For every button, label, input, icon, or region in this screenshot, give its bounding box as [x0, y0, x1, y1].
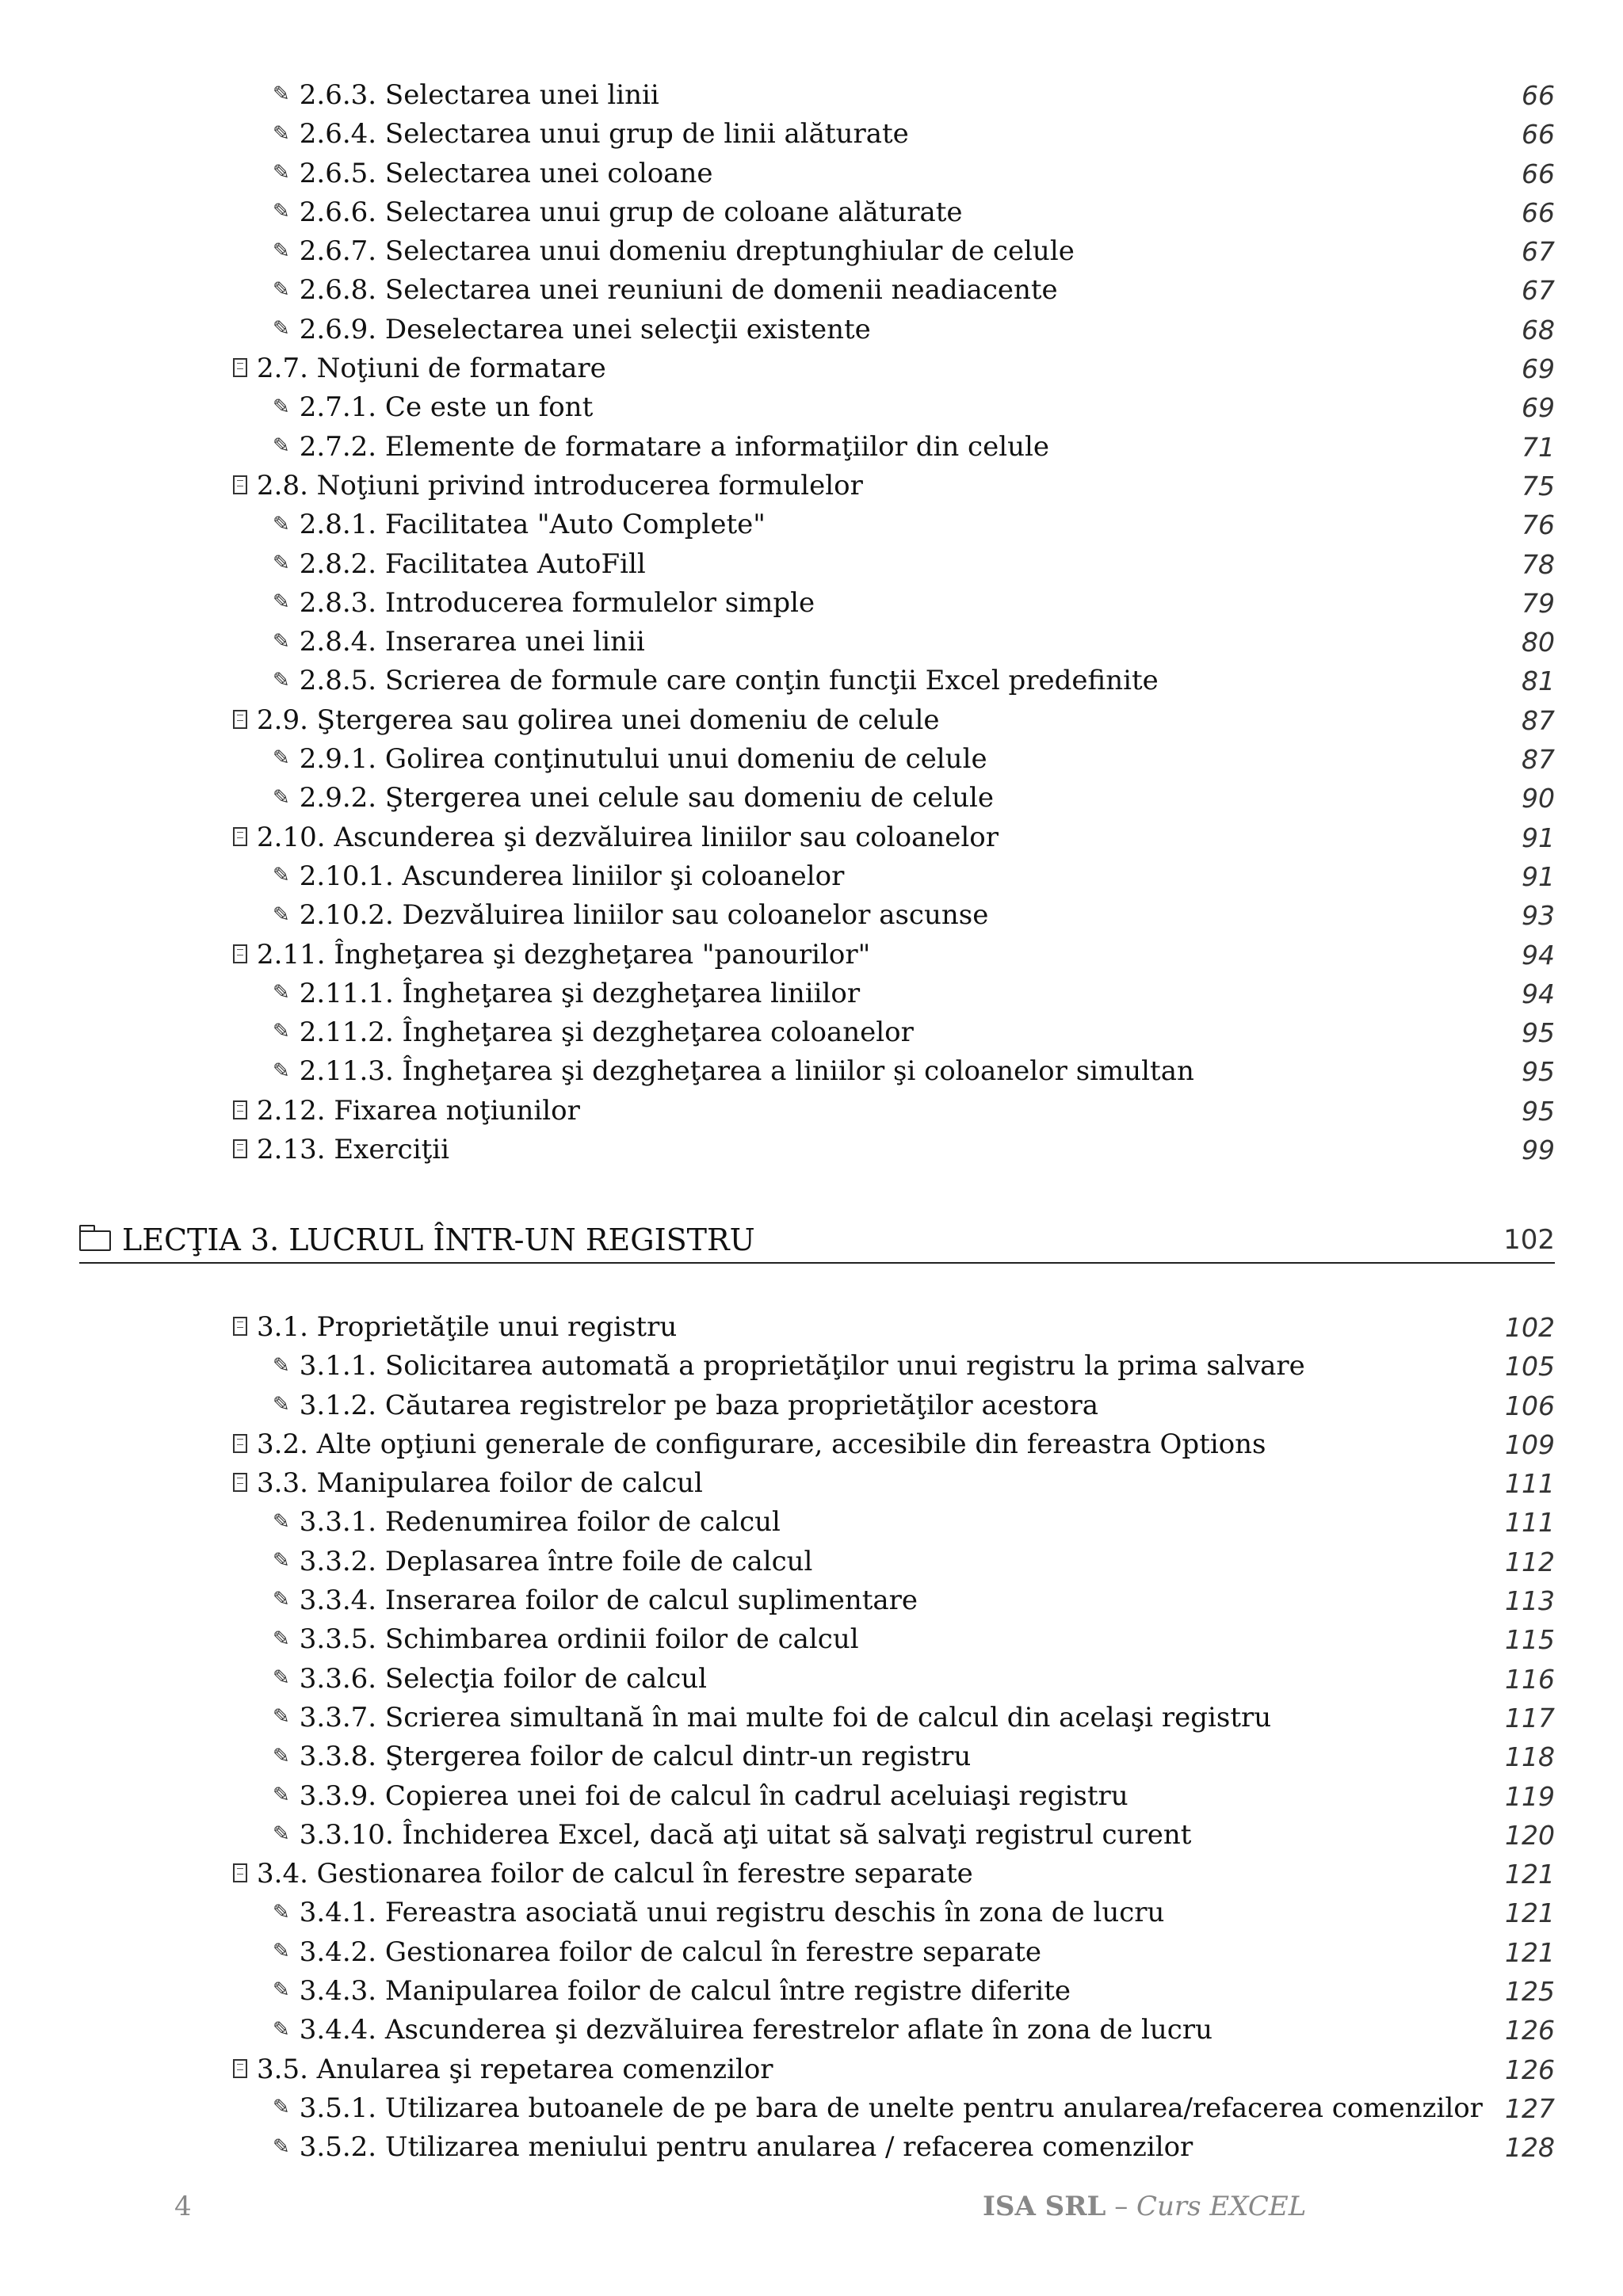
- pencil-icon: ✎: [273, 1900, 290, 1924]
- toc-entry-title: 3.4.3. Manipularea foilor de calcul între registre diferite: [299, 1975, 1071, 2008]
- pencil-icon: ✎: [273, 629, 290, 654]
- toc-entry-page-number: 66: [1522, 158, 1555, 189]
- toc-entry-title: 2.13. Exerciţii: [257, 1134, 450, 1166]
- toc-subsection-entry[interactable]: [0, 545, 1623, 584]
- toc-entry-page-number: 91: [1522, 822, 1555, 853]
- document-icon: [233, 475, 247, 494]
- toc-subsection-entry[interactable]: [0, 584, 1623, 623]
- toc-entry-page-number: 126: [1505, 2015, 1555, 2046]
- footer-course: Curs EXCEL: [1136, 2191, 1307, 2222]
- toc-subsection-entry[interactable]: [0, 1816, 1623, 1855]
- toc-entry-title: 3.5.1. Utilizarea butoanele de pe bara de unelte pentru anularea/refacerea comenzilor: [299, 2092, 1483, 2124]
- toc-subsection-entry[interactable]: [0, 1737, 1623, 1776]
- toc-entry-page-number: 94: [1522, 939, 1555, 971]
- toc-subsection-entry[interactable]: [0, 76, 1623, 115]
- pencil-icon: ✎: [273, 2134, 290, 2159]
- toc-section-entry[interactable]: [0, 1855, 1623, 1894]
- toc-entry-title-wrap: [233, 349, 606, 388]
- toc-entry-page-number: 71: [1522, 431, 1555, 463]
- pencil-icon: ✎: [273, 512, 290, 536]
- toc-entry-title-wrap: [273, 1543, 812, 1581]
- toc-subsection-entry[interactable]: [0, 1777, 1623, 1816]
- toc-entry-title-wrap: [273, 1347, 1305, 1386]
- toc-entry-page-number: 106: [1505, 1390, 1555, 1421]
- toc-entry-page-number: 127: [1505, 2092, 1555, 2124]
- toc-entry-title: 3.3.8. Ştergerea foilor de calcul dintr-un registru: [299, 1741, 972, 1773]
- toc-entry-page-number: 111: [1505, 1507, 1555, 1539]
- toc-entry-page-number: 115: [1505, 1624, 1555, 1656]
- toc-entry-page-number: 79: [1522, 587, 1555, 619]
- toc-entry-page-number: 75: [1522, 470, 1555, 502]
- toc-entry-title: 2.8.2. Facilitatea AutoFill: [299, 547, 646, 580]
- toc-entry-page-number: 78: [1522, 548, 1555, 580]
- toc-entry-page-number: 99: [1522, 1135, 1555, 1166]
- footer-separator: –: [1106, 2191, 1137, 2222]
- toc-entry-title-wrap: [273, 1737, 971, 1776]
- toc-section-entry[interactable]: [0, 349, 1623, 388]
- toc-subsection-entry[interactable]: [0, 2128, 1623, 2167]
- toc-entry-page-number: 120: [1505, 1819, 1555, 1851]
- toc-entry-title-wrap: [273, 232, 1075, 271]
- toc-section-entry[interactable]: [0, 1131, 1623, 1169]
- pencil-icon: ✎: [273, 1978, 290, 2003]
- toc-subsection-entry[interactable]: [0, 1503, 1623, 1542]
- toc-entry-page-number: 87: [1522, 744, 1555, 776]
- toc-entry-page-number: 66: [1522, 119, 1555, 151]
- toc-entry-title-wrap: [273, 271, 1058, 310]
- toc-entry-title-wrap: [273, 115, 909, 154]
- toc-entry-title: 2.11.1. Îngheţarea şi dezgheţarea liniilor: [299, 977, 861, 1009]
- chapter-heading: [79, 1218, 1555, 1264]
- toc-subsection-entry[interactable]: [0, 193, 1623, 232]
- toc-entry-title-wrap: [233, 1425, 1266, 1464]
- toc-entry-page-number: 121: [1505, 1897, 1555, 1929]
- pencil-icon: ✎: [273, 1705, 290, 1730]
- toc-entry-title-wrap: [273, 857, 844, 896]
- document-icon: [233, 944, 247, 963]
- toc-entry-title: 3.5. Anularea şi repetarea comenzilor: [257, 2053, 773, 2085]
- toc-entry-page-number: 95: [1522, 1095, 1555, 1127]
- toc-subsection-entry[interactable]: [0, 505, 1623, 544]
- toc-entry-title-wrap: [273, 2089, 1483, 2128]
- pencil-icon: ✎: [273, 1822, 290, 1847]
- pencil-icon: ✎: [273, 785, 290, 810]
- toc-entry-title: 3.2. Alte opţiuni generale de configurare, accesibile din fereastra Options: [257, 1428, 1266, 1460]
- pencil-icon: ✎: [273, 1666, 290, 1691]
- toc-entry-title-wrap: [233, 1464, 703, 1503]
- toc-subsection-entry[interactable]: [0, 1013, 1623, 1052]
- toc-entry-title: 2.9.2. Ştergerea unei celule sau domeniu de celule: [299, 782, 995, 814]
- toc-entry-page-number: 121: [1505, 1859, 1555, 1890]
- toc-entry-title: 2.7.2. Elemente de formatare a informaţiilor din celule: [299, 430, 1049, 463]
- toc-entry-title: 2.8.4. Inserarea unei linii: [299, 626, 645, 658]
- pencil-icon: ✎: [273, 668, 290, 692]
- document-icon: [233, 1434, 247, 1453]
- document-icon: [233, 1317, 247, 1336]
- toc-entry-title-wrap: [273, 193, 963, 232]
- toc-entry-page-number: 112: [1505, 1546, 1555, 1577]
- toc-entry-title: 2.6.5. Selectarea unei coloane: [299, 157, 713, 189]
- toc-entry-page-number: 119: [1505, 1780, 1555, 1812]
- toc-entry-title-wrap: [233, 936, 870, 974]
- toc-entry-title: 3.4.2. Gestionarea foilor de calcul în ferestre separate: [299, 1936, 1041, 1968]
- toc-entry-title: 3.3.9. Copierea unei foi de calcul în cadrul aceluiaşi registru: [299, 1779, 1128, 1812]
- pencil-icon: ✎: [273, 746, 290, 771]
- toc-entry-page-number: 125: [1505, 1976, 1555, 2008]
- document-icon: [233, 1863, 247, 1882]
- toc-subsection-entry[interactable]: [0, 662, 1623, 700]
- pencil-icon: ✎: [273, 160, 290, 185]
- toc-entry-title-wrap: [273, 505, 766, 544]
- toc-entry-page-number: 102: [1505, 1312, 1555, 1343]
- toc-entry-title: 3.3. Manipularea foilor de calcul: [257, 1467, 703, 1500]
- toc-entry-title: 2.10.1. Ascunderea liniilor şi coloanelor: [299, 860, 845, 892]
- toc-entry-page-number: 117: [1505, 1702, 1555, 1733]
- toc-subsection-entry[interactable]: [0, 1660, 1623, 1699]
- toc-entry-title: 3.3.2. Deplasarea între foile de calcul: [299, 1545, 813, 1577]
- folder-icon: [79, 1230, 111, 1251]
- toc-entry-title-wrap: [273, 584, 815, 623]
- pencil-icon: ✎: [273, 1783, 290, 1807]
- toc-entry-title: 2.6.6. Selectarea unui grup de coloane alăturate: [299, 196, 963, 228]
- pencil-icon: ✎: [273, 1392, 290, 1417]
- toc-entry-page-number: 81: [1522, 666, 1555, 697]
- toc-subsection-entry[interactable]: [0, 896, 1623, 935]
- toc-section-entry[interactable]: [0, 1464, 1623, 1503]
- toc-entry-page-number: 90: [1522, 783, 1555, 814]
- toc-entry-title-wrap: [273, 1386, 1098, 1425]
- toc-subsection-entry[interactable]: [0, 1699, 1623, 1737]
- pencil-icon: ✎: [273, 981, 290, 1005]
- toc-entry-title: 2.7. Noţiuni de formatare: [257, 353, 606, 385]
- toc-entry-title-wrap: [273, 1933, 1041, 1972]
- document-icon: [233, 827, 247, 846]
- toc-entry-title-wrap: [273, 1620, 859, 1659]
- toc-entry-title: 2.11.3. Îngheţarea şi dezgheţarea a liniilor şi coloanelor simultan: [299, 1055, 1194, 1088]
- toc-entry-title: 2.9.1. Golirea conţinutului unui domeniu de celule: [299, 743, 987, 776]
- toc-entry-title-wrap: [273, 740, 987, 779]
- toc-entry-page-number: 69: [1522, 353, 1555, 385]
- pencil-icon: ✎: [273, 1744, 290, 1768]
- toc-entry-title-wrap: [233, 701, 940, 740]
- toc-entry-page-number: 69: [1522, 392, 1555, 424]
- toc-subsection-entry[interactable]: [0, 779, 1623, 818]
- pencil-icon: ✎: [273, 82, 290, 107]
- pencil-icon: ✎: [273, 1353, 290, 1378]
- chapter-title: LECŢIA 3. LUCRUL ÎNTR-UN REGISTRU: [122, 1222, 755, 1257]
- toc-entry-title: 2.9. Ştergerea sau golirea unei domeniu de celule: [257, 704, 940, 736]
- pencil-icon: ✎: [273, 1549, 290, 1573]
- toc-entry-title: 3.5.2. Utilizarea meniului pentru anularea / refacerea comenzilor: [299, 2131, 1193, 2164]
- pencil-icon: ✎: [273, 395, 290, 419]
- toc-entry-title-wrap: [273, 1013, 914, 1052]
- toc-subsection-entry[interactable]: [0, 740, 1623, 779]
- footer-page-number: 4: [174, 2191, 192, 2222]
- toc-entry-title-wrap: [273, 1699, 1271, 1737]
- toc-section-entry[interactable]: [0, 467, 1623, 505]
- toc-subsection-entry[interactable]: [0, 1972, 1623, 2011]
- toc-entry-title-wrap: [233, 818, 999, 857]
- toc-entry-title: 2.8.3. Introducerea formulelor simple: [299, 586, 815, 619]
- pencil-icon: ✎: [273, 590, 290, 615]
- toc-subsection-entry[interactable]: [0, 1386, 1623, 1425]
- toc-subsection-entry[interactable]: [0, 428, 1623, 467]
- pencil-icon: ✎: [273, 200, 290, 224]
- pencil-icon: ✎: [273, 551, 290, 575]
- toc-entry-title-wrap: [273, 2011, 1212, 2050]
- pencil-icon: ✎: [273, 1939, 290, 1964]
- toc-entry-title-wrap: [273, 1503, 781, 1542]
- pencil-icon: ✎: [273, 317, 290, 341]
- toc-entry-title: 2.12. Fixarea noţiunilor: [257, 1094, 580, 1127]
- toc-entry-page-number: 66: [1522, 80, 1555, 111]
- toc-entry-page-number: 91: [1522, 860, 1555, 892]
- document-icon: [233, 1473, 247, 1492]
- toc-entry-page-number: 113: [1505, 1585, 1555, 1617]
- toc-entry-title-wrap: [273, 388, 593, 427]
- toc-subsection-entry[interactable]: [0, 1620, 1623, 1659]
- toc-entry-page-number: 121: [1505, 1936, 1555, 1968]
- toc-entry-title: 3.4.1. Fereastra asociată unui registru deschis în zona de lucru: [299, 1897, 1165, 1929]
- toc-entry-page-number: 105: [1505, 1351, 1555, 1383]
- pencil-icon: ✎: [273, 2017, 290, 2042]
- toc-entry-title-wrap: [233, 467, 863, 505]
- document-icon: [233, 1100, 247, 1119]
- toc-section-entry[interactable]: [0, 936, 1623, 974]
- pencil-icon: ✎: [273, 864, 290, 888]
- toc-entry-title: 3.3.1. Redenumirea foilor de calcul: [299, 1506, 781, 1539]
- toc-section-entry[interactable]: [0, 1092, 1623, 1131]
- toc-entry-title: 3.3.6. Selecţia foilor de calcul: [299, 1662, 708, 1695]
- toc-entry-title-wrap: [273, 2128, 1193, 2167]
- toc-entry-page-number: 94: [1522, 978, 1555, 1009]
- toc-entry-title: 3.4. Gestionarea foilor de calcul în ferestre separate: [257, 1858, 973, 1890]
- toc-subsection-entry[interactable]: [0, 974, 1623, 1013]
- toc-entry-title: 2.7.1. Ce este un font: [299, 391, 594, 424]
- toc-subsection-entry[interactable]: [0, 623, 1623, 662]
- toc-entry-title: 2.10.2. Dezvăluirea liniilor sau coloanelor ascunse: [299, 899, 989, 932]
- toc-section-entry[interactable]: [0, 1425, 1623, 1464]
- toc-entry-page-number: 126: [1505, 2054, 1555, 2085]
- document-icon: [233, 358, 247, 377]
- toc-entry-title: 2.8.1. Facilitatea "Auto Complete": [299, 509, 766, 541]
- toc-entry-page-number: 128: [1505, 2132, 1555, 2164]
- toc-entry-title: 3.3.5. Schimbarea ordinii foilor de calcul: [299, 1623, 859, 1656]
- pencil-icon: ✎: [273, 1588, 290, 1612]
- toc-list-part1: [0, 76, 1623, 1169]
- toc-entry-title-wrap: [233, 1131, 449, 1169]
- toc-entry-title-wrap: [273, 428, 1049, 467]
- toc-section-entry[interactable]: [0, 1308, 1623, 1347]
- toc-entry-page-number: 67: [1522, 275, 1555, 307]
- toc-section-entry[interactable]: [0, 818, 1623, 857]
- toc-entry-title-wrap: [273, 76, 659, 115]
- toc-entry-page-number: 95: [1522, 1017, 1555, 1049]
- toc-entry-title-wrap: [233, 1855, 973, 1894]
- page-footer: [0, 2191, 1623, 2230]
- toc-subsection-entry[interactable]: [0, 857, 1623, 896]
- toc-subsection-entry[interactable]: [0, 1933, 1623, 1972]
- footer-company: ISA SRL: [983, 2191, 1106, 2222]
- toc-entry-page-number: 116: [1505, 1663, 1555, 1695]
- toc-entry-title-wrap: [273, 662, 1159, 700]
- toc-list-part2: [0, 1308, 1623, 2168]
- toc-subsection-entry[interactable]: [0, 2011, 1623, 2050]
- toc-entry-title: 3.3.7. Scrierea simultană în mai multe foi de calcul din acelaşi registru: [299, 1701, 1272, 1733]
- toc-subsection-entry[interactable]: [0, 1543, 1623, 1581]
- toc-entry-page-number: 111: [1505, 1468, 1555, 1500]
- pencil-icon: ✎: [273, 1058, 290, 1083]
- pencil-icon: ✎: [273, 1627, 290, 1651]
- toc-entry-title-wrap: [273, 1660, 707, 1699]
- toc-section-entry[interactable]: [0, 701, 1623, 740]
- toc-entry-title: 3.3.4. Inserarea foilor de calcul suplimentare: [299, 1585, 918, 1617]
- toc-entry-title-wrap: [273, 1816, 1191, 1855]
- toc-entry-title-wrap: [273, 779, 994, 818]
- toc-entry-title-wrap: [273, 974, 860, 1013]
- toc-entry-title: 2.8. Noţiuni privind introducerea formulelor: [257, 469, 863, 502]
- toc-entry-title: 2.6.3. Selectarea unei linii: [299, 79, 659, 111]
- toc-entry-page-number: 87: [1522, 704, 1555, 736]
- toc-subsection-entry[interactable]: [0, 232, 1623, 271]
- toc-entry-title: 3.4.4. Ascunderea şi dezvăluirea ferestrelor aflate în zona de lucru: [299, 2014, 1212, 2046]
- pencil-icon: ✎: [273, 1020, 290, 1044]
- toc-entry-title-wrap: [273, 311, 871, 349]
- pencil-icon: ✎: [273, 238, 290, 263]
- toc-entry-page-number: 109: [1505, 1428, 1555, 1460]
- toc-entry-title: 2.6.7. Selectarea unui domeniu dreptunghiular de celule: [299, 235, 1075, 268]
- document-icon: [233, 1139, 247, 1158]
- pencil-icon: ✎: [273, 121, 290, 146]
- toc-subsection-entry[interactable]: [0, 311, 1623, 349]
- toc-entry-title-wrap: [273, 1581, 918, 1620]
- toc-entry-title: 2.6.8. Selectarea unei reuniuni de domenii neadiacente: [299, 274, 1058, 307]
- toc-entry-title-wrap: [273, 1052, 1194, 1091]
- toc-subsection-entry[interactable]: [0, 388, 1623, 427]
- toc-entry-title-wrap: [233, 2050, 773, 2089]
- footer-brand: [983, 2191, 1306, 2222]
- toc-entry-page-number: 95: [1522, 1056, 1555, 1088]
- toc-entry-title: 3.1.2. Căutarea registrelor pe baza proprietăţilor acestora: [299, 1389, 1099, 1421]
- toc-entry-page-number: 76: [1522, 509, 1555, 541]
- toc-entry-title-wrap: [273, 154, 713, 193]
- toc-subsection-entry[interactable]: [0, 2089, 1623, 2128]
- toc-entry-page-number: 68: [1522, 314, 1555, 345]
- toc-entry-title-wrap: [233, 1092, 580, 1131]
- toc-entry-page-number: 80: [1522, 627, 1555, 658]
- pencil-icon: ✎: [273, 277, 290, 302]
- chapter-title-wrap: [79, 1218, 755, 1262]
- toc-entry-title-wrap: [273, 1894, 1164, 1932]
- toc-subsection-entry[interactable]: [0, 1894, 1623, 1932]
- toc-entry-title-wrap: [273, 1777, 1128, 1816]
- toc-entry-title-wrap: [273, 545, 646, 584]
- document-icon: [233, 2059, 247, 2078]
- toc-entry-title: 2.8.5. Scrierea de formule care conţin funcţii Excel predefinite: [299, 665, 1159, 697]
- toc-entry-title: 2.11. Îngheţarea şi dezgheţarea "panourilor": [257, 938, 871, 971]
- toc-subsection-entry[interactable]: [0, 115, 1623, 154]
- toc-entry-title: 2.6.9. Deselectarea unei selecţii existente: [299, 313, 871, 345]
- toc-entry-title-wrap: [273, 896, 988, 935]
- toc-entry-title: 2.11.2. Îngheţarea şi dezgheţarea coloanelor: [299, 1016, 914, 1049]
- toc-entry-title: 2.10. Ascunderea şi dezvăluirea liniilor sau coloanelor: [257, 821, 999, 853]
- toc-section-entry[interactable]: [0, 2050, 1623, 2089]
- toc-entry-title: 3.1.1. Solicitarea automată a proprietăţilor unui registru la prima salvare: [299, 1350, 1305, 1383]
- toc-subsection-entry[interactable]: [0, 154, 1623, 193]
- pencil-icon: ✎: [273, 2096, 290, 2120]
- toc-subsection-entry[interactable]: [0, 1581, 1623, 1620]
- toc-subsection-entry[interactable]: [0, 1052, 1623, 1091]
- toc-entry-title: 2.6.4. Selectarea unui grup de linii alăturate: [299, 118, 909, 151]
- chapter-page-number: 102: [1503, 1224, 1555, 1256]
- document-icon: [233, 710, 247, 729]
- toc-entry-page-number: 118: [1505, 1741, 1555, 1773]
- pencil-icon: ✎: [273, 902, 290, 927]
- toc-entry-page-number: 66: [1522, 196, 1555, 228]
- toc-subsection-entry[interactable]: [0, 271, 1623, 310]
- toc-entry-page-number: 67: [1522, 236, 1555, 268]
- pencil-icon: ✎: [273, 434, 290, 459]
- toc-entry-page-number: 93: [1522, 900, 1555, 932]
- toc-subsection-entry[interactable]: [0, 1347, 1623, 1386]
- toc-entry-title-wrap: [273, 623, 645, 662]
- toc-entry-title-wrap: [273, 1972, 1071, 2011]
- toc-entry-title: 3.1. Proprietăţile unui registru: [257, 1311, 678, 1343]
- toc-entry-title: 3.3.10. Închiderea Excel, dacă aţi uitat să salvaţi registrul curent: [299, 1818, 1192, 1851]
- toc-entry-title-wrap: [233, 1308, 677, 1347]
- pencil-icon: ✎: [273, 1509, 290, 1534]
